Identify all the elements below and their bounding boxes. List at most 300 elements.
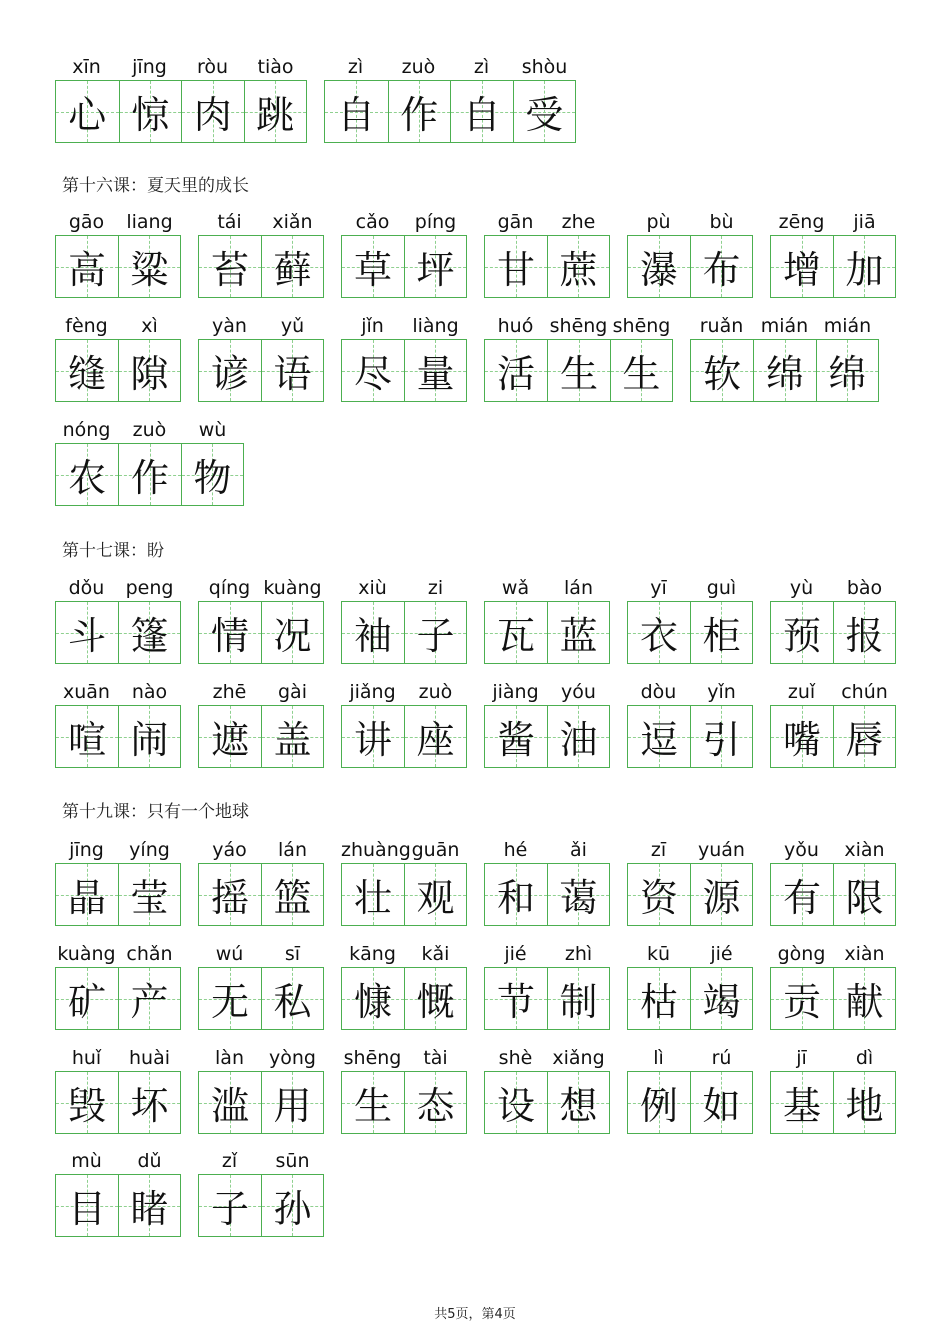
hanzi-character: 惊	[131, 93, 170, 137]
tianzige-cell	[485, 1072, 547, 1133]
pinyin-label: shòu	[521, 56, 568, 78]
tianzige-cell	[118, 864, 180, 925]
tianzige-cell	[547, 236, 609, 297]
vocab-word	[198, 209, 324, 298]
hanzi-character: 毁	[67, 1084, 106, 1128]
tianzige-cell	[199, 602, 261, 663]
tianzige-cell	[691, 340, 753, 401]
tianzige-cell	[118, 706, 180, 767]
hanzi-character: 坏	[130, 1084, 169, 1128]
hanzi-character: 生	[622, 352, 661, 396]
pinyin-label: kǎi	[421, 943, 450, 965]
hanzi-character: 隙	[130, 352, 169, 396]
tianzige-cell	[547, 968, 609, 1029]
pinyin-label: dì	[855, 1047, 874, 1069]
tianzige-cell	[690, 236, 752, 297]
hanzi-character: 加	[845, 248, 884, 292]
tianzige-cell	[628, 1072, 690, 1133]
writing-grid	[770, 863, 896, 926]
vocab-word	[341, 837, 467, 926]
hanzi-character: 座	[416, 718, 455, 762]
pinyin-label: yuán	[698, 839, 745, 861]
hanzi-character: 谚	[210, 352, 249, 396]
pinyin-label: wǎ	[501, 577, 530, 599]
tianzige-cell	[771, 968, 833, 1029]
hanzi-character: 盖	[273, 718, 312, 762]
hanzi-character: 增	[782, 248, 821, 292]
pinyin-label: lán	[278, 839, 307, 861]
page-footer: 共5页，第4页	[434, 1307, 516, 1322]
writing-grid	[198, 235, 324, 298]
hanzi-character: 预	[782, 614, 821, 658]
tianzige-cell	[261, 706, 323, 767]
pinyin-label: dǒu	[68, 577, 105, 599]
hanzi-character: 篮	[273, 876, 312, 920]
pinyin-label: shēng	[612, 315, 671, 337]
hanzi-character: 自	[337, 93, 376, 137]
pinyin-label: píng	[414, 211, 457, 233]
vocab-word	[324, 54, 576, 143]
pinyin-label: tiào	[257, 56, 294, 78]
vocab-word	[55, 1148, 181, 1237]
tianzige-cell	[342, 340, 404, 401]
writing-grid	[198, 967, 324, 1030]
lesson-title: 第十六课：夏天里的成长	[62, 176, 249, 196]
hanzi-character: 软	[703, 352, 742, 396]
hanzi-character: 蔼	[559, 876, 598, 920]
tianzige-cell	[690, 864, 752, 925]
tianzige-cell	[342, 236, 404, 297]
hanzi-character: 心	[68, 93, 107, 137]
hanzi-character: 孙	[273, 1187, 312, 1231]
pinyin-label: jǐn	[361, 315, 384, 337]
pinyin-label: pù	[646, 211, 671, 233]
tianzige-cell	[771, 236, 833, 297]
pinyin-label: zuò	[401, 56, 436, 78]
hanzi-character: 甘	[496, 248, 535, 292]
tianzige-cell	[404, 864, 466, 925]
hanzi-character: 贡	[782, 980, 821, 1024]
vocab-word	[770, 209, 896, 298]
writing-grid	[770, 705, 896, 768]
writing-grid	[55, 339, 181, 402]
pinyin-label: sūn	[275, 1150, 310, 1172]
hanzi-character: 源	[702, 876, 741, 920]
vocab-word	[627, 575, 753, 664]
writing-grid	[198, 1071, 324, 1134]
tianzige-cell	[56, 444, 118, 505]
writing-grid	[484, 1071, 610, 1134]
hanzi-character: 引	[702, 718, 741, 762]
vocab-word	[627, 837, 753, 926]
hanzi-character: 观	[416, 876, 455, 920]
vocab-word	[627, 679, 753, 768]
hanzi-character: 坪	[416, 248, 455, 292]
tianzige-cell	[199, 340, 261, 401]
vocab-word	[484, 575, 610, 664]
vocab-word	[484, 941, 610, 1030]
tianzige-cell	[628, 968, 690, 1029]
tianzige-cell	[485, 236, 547, 297]
tianzige-cell	[118, 602, 180, 663]
pinyin-label: yàn	[212, 315, 247, 337]
vocab-word	[484, 1045, 610, 1134]
writing-grid	[627, 967, 753, 1030]
writing-grid	[55, 705, 181, 768]
vocab-word	[55, 575, 181, 664]
writing-grid	[198, 1174, 324, 1237]
vocab-word	[484, 679, 610, 768]
pinyin-label: guì	[706, 577, 737, 599]
writing-grid	[341, 1071, 467, 1134]
tianzige-cell	[199, 1175, 261, 1236]
pinyin-label: jī	[796, 1047, 807, 1069]
writing-grid	[198, 339, 324, 402]
hanzi-character: 产	[130, 980, 169, 1024]
pinyin-label: yóu	[561, 681, 596, 703]
pinyin-label: lì	[653, 1047, 664, 1069]
hanzi-character: 瀑	[639, 248, 678, 292]
tianzige-cell	[628, 602, 690, 663]
writing-grid	[324, 80, 576, 143]
lesson-title: 第十七课：盼	[62, 541, 164, 561]
pinyin-label: zǐ	[221, 1150, 238, 1172]
hanzi-character: 例	[639, 1084, 678, 1128]
hanzi-character: 斗	[67, 614, 106, 658]
tianzige-cell	[244, 81, 307, 142]
vocab-word	[55, 679, 181, 768]
tianzige-cell	[261, 236, 323, 297]
tianzige-cell	[690, 602, 752, 663]
tianzige-cell	[342, 968, 404, 1029]
tianzige-cell	[547, 864, 609, 925]
tianzige-cell	[547, 602, 609, 663]
hanzi-character: 基	[782, 1084, 821, 1128]
pinyin-label: kū	[646, 943, 671, 965]
tianzige-cell	[628, 236, 690, 297]
pinyin-label: sī	[284, 943, 301, 965]
pinyin-label: hé	[503, 839, 528, 861]
pinyin-label: ròu	[196, 56, 229, 78]
tianzige-cell	[404, 340, 466, 401]
hanzi-character: 目	[67, 1187, 106, 1231]
tianzige-cell	[771, 864, 833, 925]
vocab-word	[627, 941, 753, 1030]
hanzi-character: 献	[845, 980, 884, 1024]
tianzige-cell	[485, 706, 547, 767]
tianzige-cell	[485, 968, 547, 1029]
hanzi-character: 况	[273, 614, 312, 658]
vocab-word	[627, 209, 753, 298]
tianzige-cell	[118, 340, 180, 401]
hanzi-character: 讲	[353, 718, 392, 762]
pinyin-label: kāng	[349, 943, 396, 965]
pinyin-label: yǔ	[280, 315, 305, 337]
tianzige-cell	[118, 444, 180, 505]
tianzige-cell	[833, 968, 895, 1029]
tianzige-cell	[56, 1072, 118, 1133]
vocab-word	[55, 54, 307, 143]
hanzi-character: 语	[273, 352, 312, 396]
pinyin-label: shè	[498, 1047, 533, 1069]
hanzi-character: 报	[845, 614, 884, 658]
writing-grid	[341, 235, 467, 298]
pinyin-label: zì	[347, 56, 364, 78]
pinyin-label: mián	[760, 315, 809, 337]
tianzige-cell	[118, 236, 180, 297]
tianzige-cell	[56, 706, 118, 767]
pinyin-label: liàng	[412, 315, 459, 337]
hanzi-character: 无	[210, 980, 249, 1024]
tianzige-cell	[628, 864, 690, 925]
writing-grid	[484, 863, 610, 926]
writing-grid	[55, 967, 181, 1030]
pinyin-label: wú	[215, 943, 244, 965]
vocab-word	[55, 417, 244, 506]
hanzi-character: 慷	[353, 980, 392, 1024]
tianzige-cell	[690, 1072, 752, 1133]
pinyin-label: dòu	[640, 681, 677, 703]
hanzi-character: 生	[353, 1084, 392, 1128]
hanzi-character: 慨	[416, 980, 455, 1024]
tianzige-cell	[199, 864, 261, 925]
pinyin-label: zēng	[778, 211, 825, 233]
hanzi-character: 作	[400, 93, 439, 137]
vocab-word	[55, 837, 181, 926]
pinyin-label: jīng	[132, 56, 167, 78]
writing-grid	[341, 705, 467, 768]
pinyin-label: gān	[497, 211, 534, 233]
hanzi-character: 柜	[702, 614, 741, 658]
hanzi-character: 矿	[67, 980, 106, 1024]
pinyin-label: xīn	[72, 56, 101, 78]
pinyin-label: xiàn	[844, 839, 885, 861]
pinyin-label: rú	[711, 1047, 732, 1069]
tianzige-cell	[261, 1072, 323, 1133]
tianzige-cell	[261, 968, 323, 1029]
pinyin-label: kuàng	[263, 577, 322, 599]
hanzi-character: 情	[210, 614, 249, 658]
vocab-word	[198, 1148, 324, 1237]
tianzige-cell	[485, 602, 547, 663]
hanzi-character: 草	[353, 248, 392, 292]
tianzige-cell	[56, 1175, 118, 1236]
pinyin-label: lán	[564, 577, 593, 599]
tianzige-cell	[450, 81, 513, 142]
pinyin-label: mù	[71, 1150, 102, 1172]
writing-grid	[198, 601, 324, 664]
pinyin-label: shēng	[549, 315, 608, 337]
hanzi-character: 嘴	[782, 718, 821, 762]
hanzi-character: 态	[416, 1084, 455, 1128]
writing-grid	[198, 863, 324, 926]
hanzi-character: 布	[702, 248, 741, 292]
hanzi-character: 莹	[130, 876, 169, 920]
pinyin-label: fèng	[65, 315, 108, 337]
tianzige-cell	[261, 1175, 323, 1236]
pinyin-label: dǔ	[137, 1150, 162, 1172]
tianzige-cell	[513, 81, 576, 142]
vocab-word	[770, 679, 896, 768]
hanzi-character: 节	[496, 980, 535, 1024]
hanzi-character: 晶	[67, 876, 106, 920]
tianzige-cell	[181, 81, 244, 142]
hanzi-character: 苔	[210, 248, 249, 292]
pinyin-label: zuò	[132, 419, 167, 441]
hanzi-character: 资	[639, 876, 678, 920]
writing-grid	[55, 1071, 181, 1134]
pinyin-label: zhe	[561, 211, 596, 233]
pinyin-label: yáo	[212, 839, 247, 861]
pinyin-label: guān	[411, 839, 460, 861]
hanzi-character: 有	[782, 876, 821, 920]
pinyin-label: gāo	[68, 211, 105, 233]
tianzige-cell	[404, 1072, 466, 1133]
pinyin-label: ruǎn	[699, 315, 744, 337]
pinyin-label: gòng	[777, 943, 826, 965]
hanzi-character: 摇	[210, 876, 249, 920]
tianzige-cell	[181, 444, 243, 505]
hanzi-character: 生	[559, 352, 598, 396]
writing-grid	[55, 863, 181, 926]
hanzi-character: 粱	[130, 248, 169, 292]
pinyin-label: zhì	[564, 943, 593, 965]
pinyin-label: xiàn	[844, 943, 885, 965]
pinyin-label: xuān	[63, 681, 110, 703]
writing-grid	[484, 967, 610, 1030]
tianzige-cell	[199, 968, 261, 1029]
tianzige-cell	[690, 706, 752, 767]
writing-grid	[55, 80, 307, 143]
pinyin-label: bào	[846, 577, 883, 599]
hanzi-character: 瓦	[496, 614, 535, 658]
vocab-word	[198, 679, 324, 768]
writing-grid	[627, 863, 753, 926]
hanzi-character: 蓝	[559, 614, 598, 658]
hanzi-character: 和	[496, 876, 535, 920]
pinyin-label: chún	[841, 681, 888, 703]
tianzige-cell	[118, 1072, 180, 1133]
tianzige-cell	[628, 706, 690, 767]
tianzige-cell	[690, 968, 752, 1029]
tianzige-cell	[404, 236, 466, 297]
vocab-word	[341, 1045, 467, 1134]
pinyin-label: jié	[710, 943, 733, 965]
tianzige-cell	[404, 706, 466, 767]
hanzi-character: 壮	[353, 876, 392, 920]
vocab-word	[55, 941, 181, 1030]
vocab-word	[198, 313, 324, 402]
hanzi-character: 量	[416, 352, 455, 396]
hanzi-character: 逗	[639, 718, 678, 762]
hanzi-character: 用	[273, 1084, 312, 1128]
pinyin-label: mián	[823, 315, 872, 337]
hanzi-character: 活	[497, 352, 536, 396]
hanzi-character: 枯	[639, 980, 678, 1024]
writing-grid	[627, 235, 753, 298]
pinyin-label: làn	[215, 1047, 244, 1069]
vocab-word	[770, 941, 896, 1030]
hanzi-character: 自	[462, 93, 501, 137]
pinyin-label: xiù	[358, 577, 387, 599]
tianzige-cell	[118, 1175, 180, 1236]
hanzi-character: 高	[67, 248, 106, 292]
pinyin-label: zuǐ	[787, 681, 816, 703]
pinyin-label: yíng	[129, 839, 170, 861]
vocab-word	[198, 941, 324, 1030]
tianzige-cell	[56, 968, 118, 1029]
writing-grid	[55, 601, 181, 664]
hanzi-character: 私	[273, 980, 312, 1024]
pinyin-label: chǎn	[126, 943, 173, 965]
hanzi-character: 绵	[828, 352, 867, 396]
pinyin-label: bù	[709, 211, 734, 233]
hanzi-character: 尽	[353, 352, 392, 396]
writing-grid	[55, 235, 181, 298]
pinyin-label: huó	[497, 315, 534, 337]
writing-grid	[770, 967, 896, 1030]
tianzige-cell	[342, 706, 404, 767]
pinyin-label: nóng	[62, 419, 111, 441]
tianzige-cell	[485, 864, 547, 925]
pinyin-label: peng	[125, 577, 174, 599]
writing-grid	[341, 863, 467, 926]
writing-grid	[55, 443, 244, 506]
tianzige-cell	[753, 340, 815, 401]
pinyin-label: huài	[128, 1047, 170, 1069]
tianzige-cell	[56, 602, 118, 663]
hanzi-character: 肉	[193, 93, 232, 137]
tianzige-cell	[547, 706, 609, 767]
vocab-word	[484, 313, 673, 402]
hanzi-character: 滥	[210, 1084, 249, 1128]
vocab-word	[627, 1045, 753, 1134]
tianzige-cell	[547, 340, 609, 401]
hanzi-character: 缝	[67, 352, 106, 396]
tianzige-cell	[199, 236, 261, 297]
pinyin-label: wù	[198, 419, 227, 441]
hanzi-character: 睹	[130, 1187, 169, 1231]
hanzi-character: 闹	[130, 718, 169, 762]
hanzi-character: 如	[702, 1084, 741, 1128]
vocab-word	[341, 679, 467, 768]
pinyin-label: yòng	[269, 1047, 316, 1069]
tianzige-cell	[342, 1072, 404, 1133]
tianzige-cell	[771, 1072, 833, 1133]
vocab-word	[55, 1045, 181, 1134]
pinyin-label: tái	[217, 211, 242, 233]
tianzige-cell	[833, 706, 895, 767]
pinyin-label: jiǎng	[349, 681, 396, 703]
vocab-word	[198, 1045, 324, 1134]
tianzige-cell	[547, 1072, 609, 1133]
writing-grid	[341, 339, 467, 402]
tianzige-cell	[119, 81, 182, 142]
tianzige-cell	[56, 340, 118, 401]
hanzi-character: 农	[68, 456, 107, 500]
writing-grid	[627, 1071, 753, 1134]
tianzige-cell	[485, 340, 547, 401]
pinyin-label: xiǎn	[272, 211, 313, 233]
pinyin-label: yǒu	[784, 839, 819, 861]
tianzige-cell	[833, 864, 895, 925]
pinyin-label: jiàng	[492, 681, 539, 703]
hanzi-character: 想	[559, 1084, 598, 1128]
writing-grid	[55, 1174, 181, 1237]
pinyin-label: yù	[789, 577, 814, 599]
pinyin-label: jié	[504, 943, 527, 965]
hanzi-character: 地	[845, 1084, 884, 1128]
